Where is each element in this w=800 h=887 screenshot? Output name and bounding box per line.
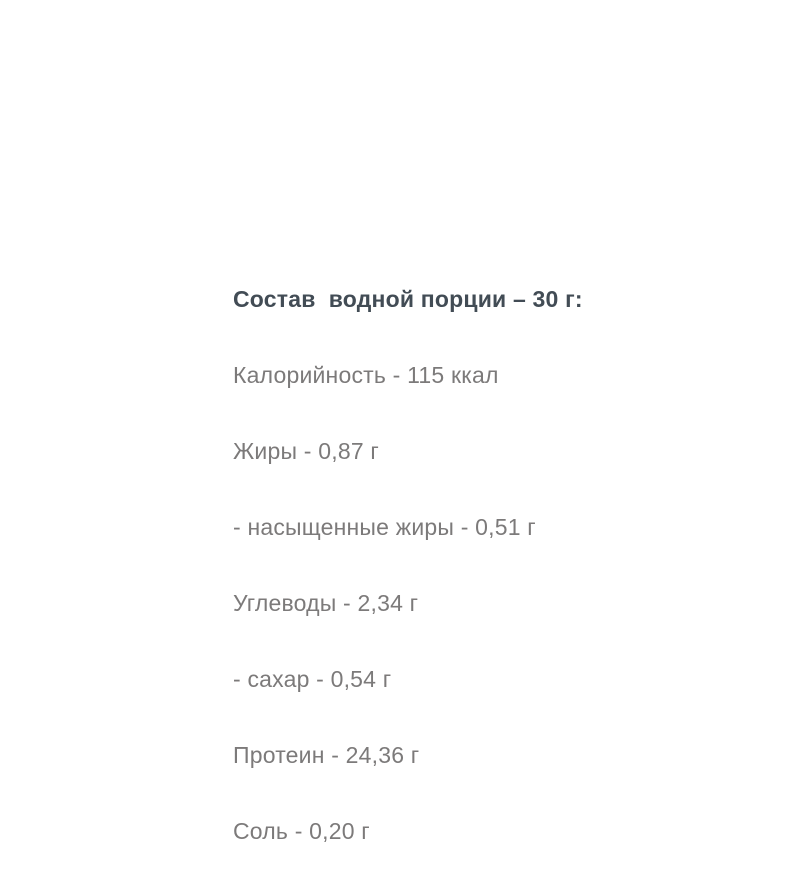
nutrition-line-saturated-fats: - насыщенные жиры - 0,51 г — [233, 514, 536, 540]
nutrition-line-salt: Соль - 0,20 г — [233, 818, 370, 844]
nutrition-info-block — [233, 243, 583, 887]
nutrition-heading: Состав водной порции – 30 г: — [233, 286, 583, 312]
nutrition-line-protein: Протеин - 24,36 г — [233, 742, 420, 768]
nutrition-line-carbohydrates: Углеводы - 2,34 г — [233, 590, 419, 616]
nutrition-line-sugar: - сахар - 0,54 г — [233, 666, 392, 692]
nutrition-line-calories: Калорийность - 115 ккал — [233, 362, 499, 388]
nutrition-line-fats: Жиры - 0,87 г — [233, 438, 379, 464]
